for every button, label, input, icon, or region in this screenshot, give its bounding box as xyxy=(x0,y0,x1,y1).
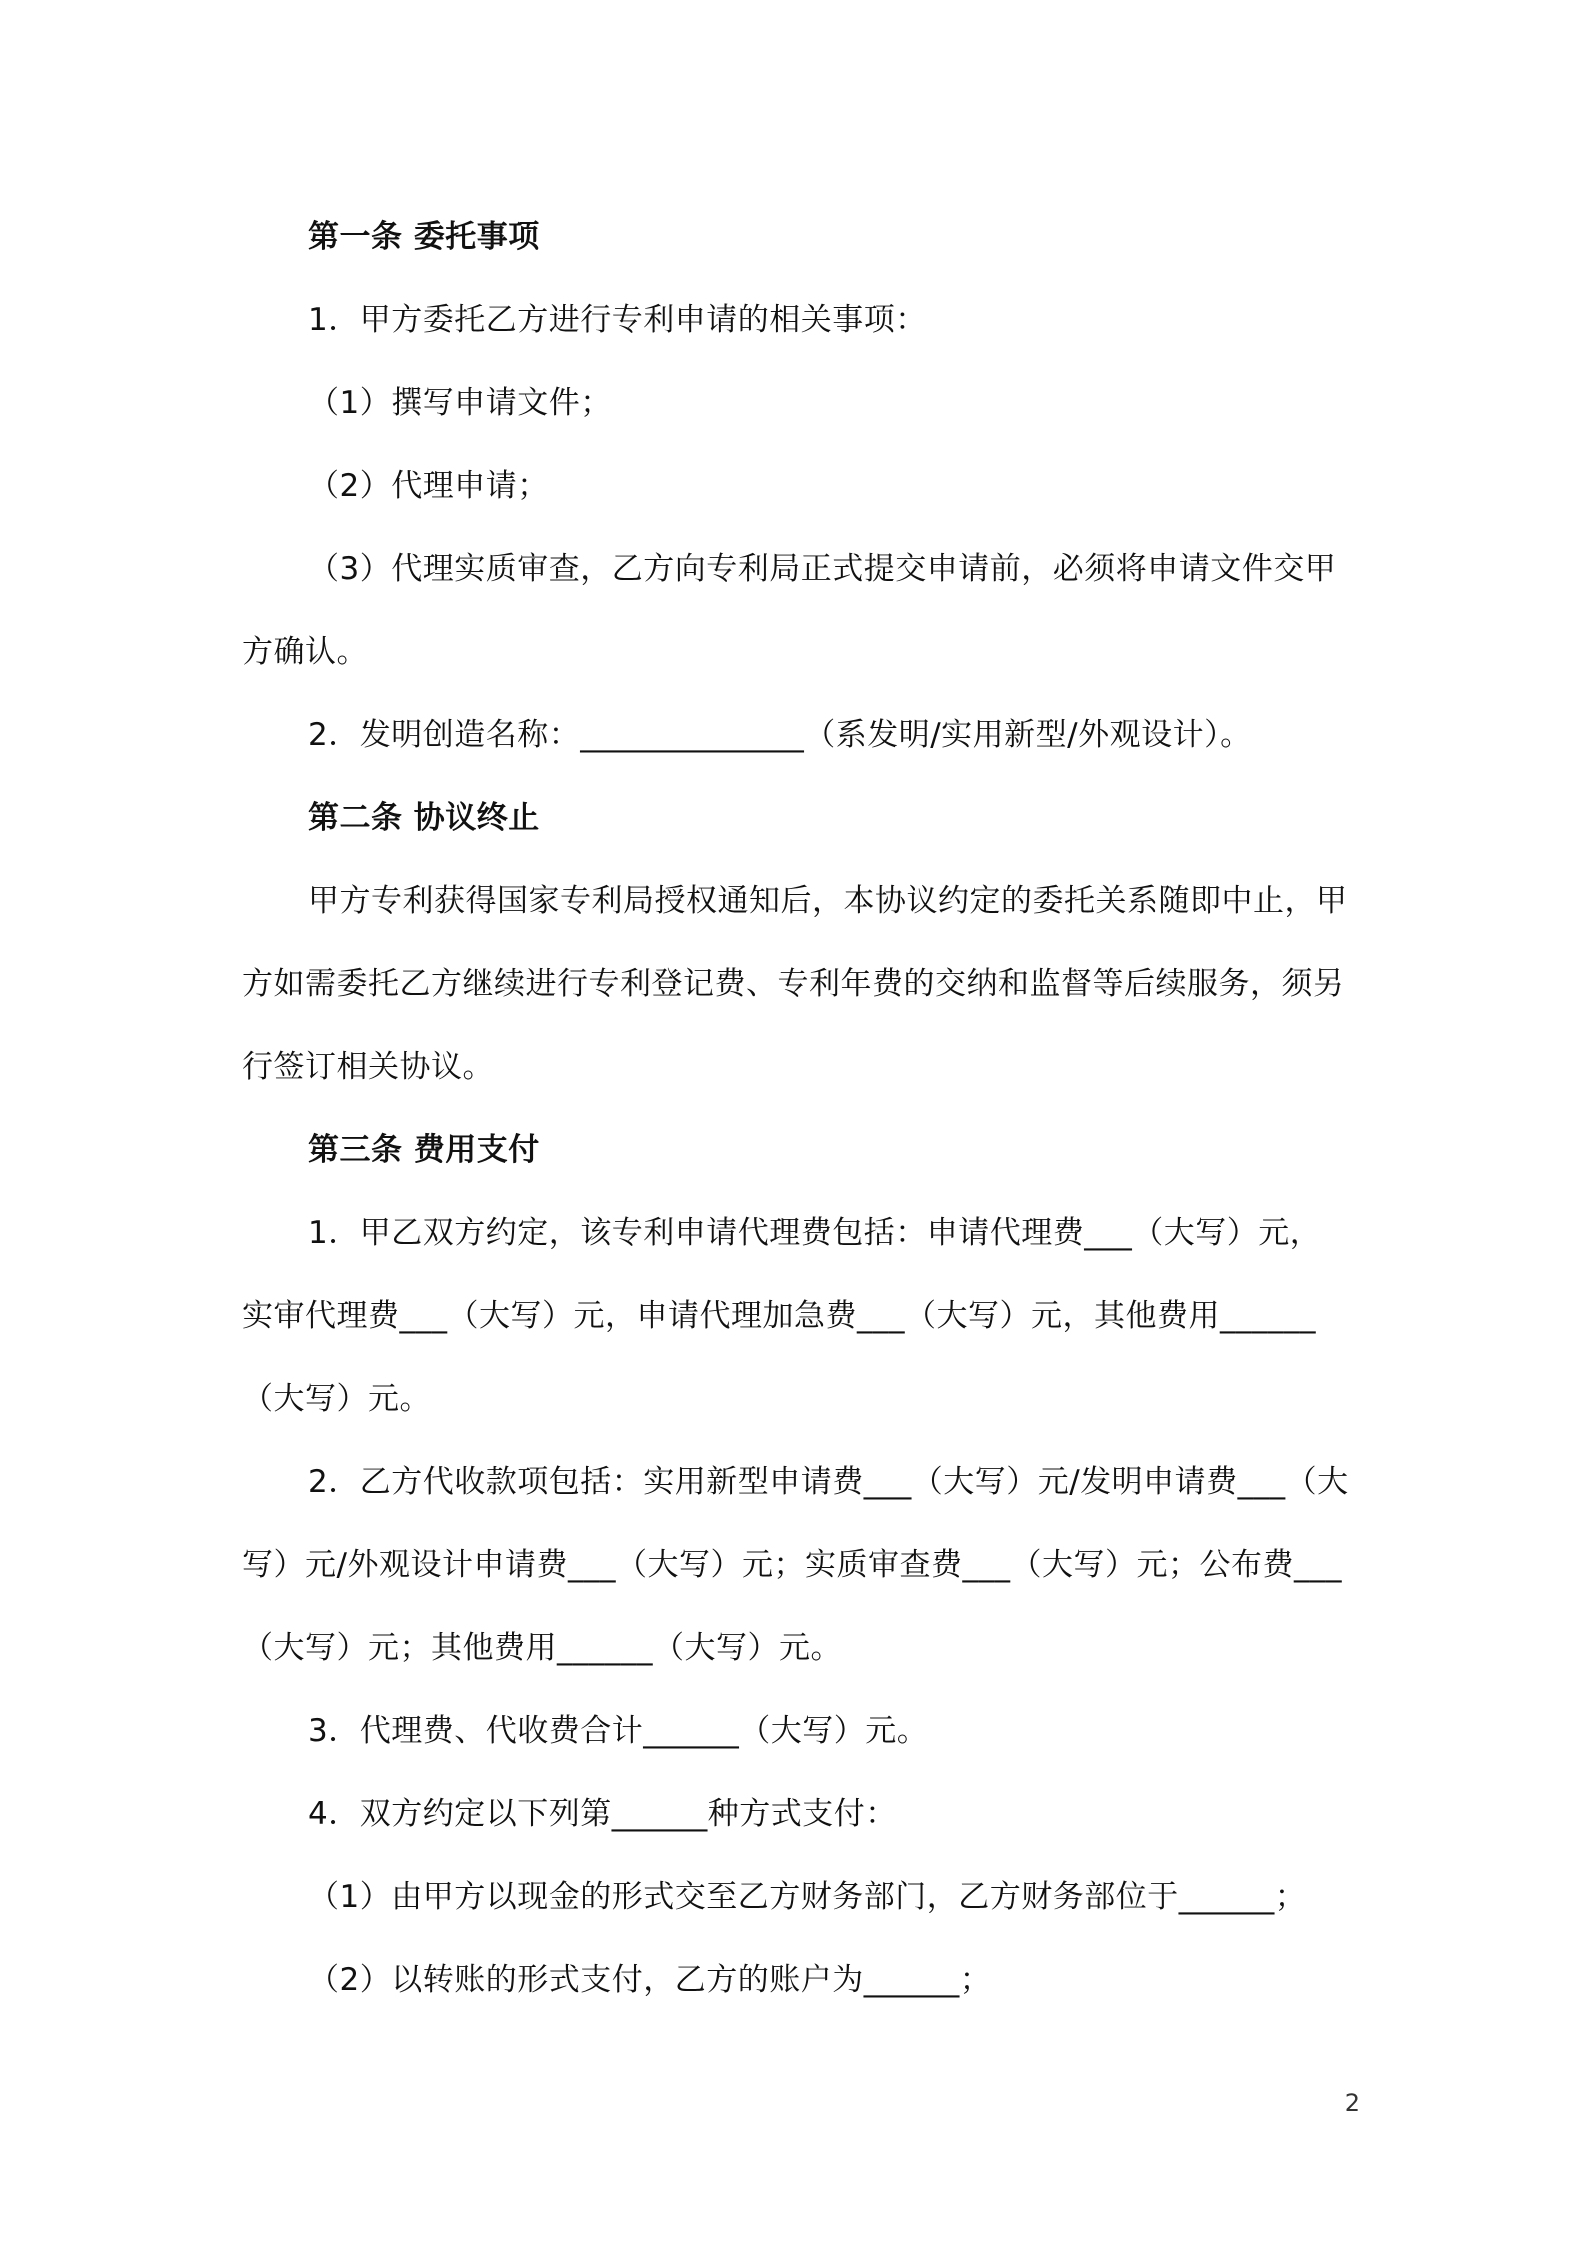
article-3-clause-4: 4．双方约定以下列第______种方式支付： xyxy=(308,1796,897,1832)
article-2-paragraph-line-2: 方如需委托乙方继续进行专利登记费、专利年费的交纳和监督等后续服务，须另 xyxy=(242,966,1345,1002)
article-3-payment-option-1: （1）由甲方以现金的形式交至乙方财务部门，乙方财务部位于______； xyxy=(308,1879,1307,1915)
article-3-clause-2-line-1: 2．乙方代收款项包括：实用新型申请费___（大写）元/发明申请费___（大 xyxy=(308,1464,1349,1500)
article-3-clause-2-line-2: 写）元/外观设计申请费___（大写）元；实质审查费___（大写）元；公布费___ xyxy=(242,1547,1342,1583)
article-1-item-1: （1）撰写申请文件； xyxy=(308,385,612,421)
article-1-item-3-continued: 方确认。 xyxy=(242,634,368,670)
article-1-item-2: （2）代理申请； xyxy=(308,468,549,504)
article-3-clause-1-line-1: 1．甲乙双方约定，该专利申请代理费包括：申请代理费___（大写）元， xyxy=(308,1215,1322,1251)
article-1-item-3: （3）代理实质审查，乙方向专利局正式提交申请前，必须将申请文件交甲 xyxy=(308,551,1337,587)
page-number: 2 xyxy=(1344,2089,1360,2117)
article-3-clause-1-line-3: （大写）元。 xyxy=(242,1381,431,1417)
article-2-paragraph-line-1: 甲方专利获得国家专利局授权通知后，本协议约定的委托关系随即中止，甲 xyxy=(308,883,1348,919)
article-1-clause-2: 2．发明创造名称：______________（系发明/实用新型/外观设计）。 xyxy=(308,717,1252,753)
article-3-clause-2-line-3: （大写）元；其他费用______（大写）元。 xyxy=(242,1630,842,1666)
article-3-heading: 第三条 费用支付 xyxy=(308,1132,540,1168)
article-3-clause-3: 3．代理费、代收费合计______（大写）元。 xyxy=(308,1713,929,1749)
article-3-payment-option-2: （2）以转账的形式支付，乙方的账户为______； xyxy=(308,1962,992,1998)
article-3-clause-1-line-2: 实审代理费___（大写）元，申请代理加急费___（大写）元，其他费用______ xyxy=(242,1298,1316,1334)
article-1-heading: 第一条 委托事项 xyxy=(308,219,540,255)
document-body xyxy=(242,196,1354,2022)
article-1-clause-1: 1．甲方委托乙方进行专利申请的相关事项： xyxy=(308,302,927,338)
article-2-heading: 第二条 协议终止 xyxy=(308,800,540,836)
article-2-paragraph-line-3: 行签订相关协议。 xyxy=(242,1049,494,1085)
